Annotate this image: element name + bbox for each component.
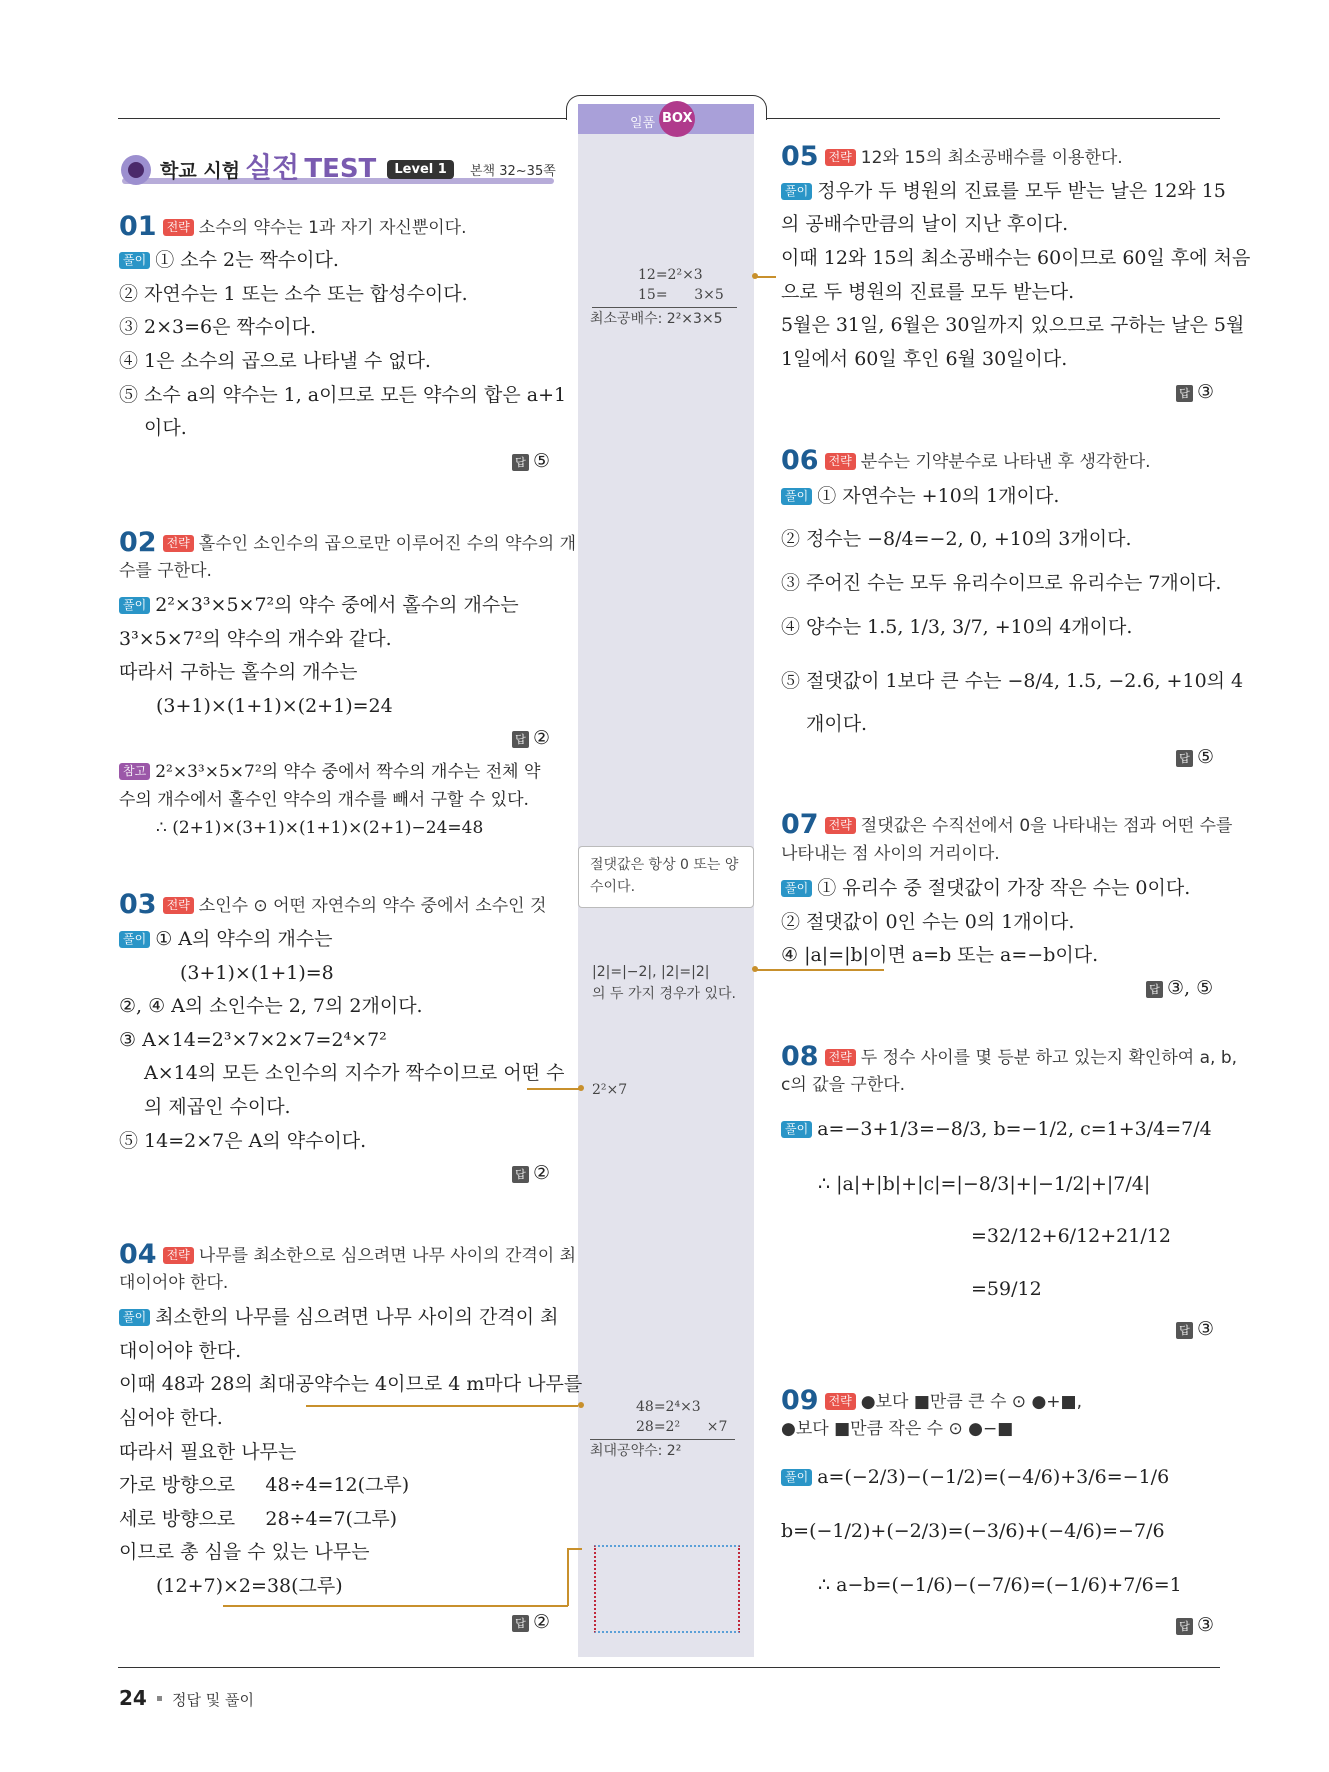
- sidebar-title-2: BOX: [659, 101, 695, 137]
- p01-line-4: ④ 1은 소수의 곱으로 나타낼 수 없다.: [119, 350, 431, 372]
- p03-header: [119, 889, 547, 920]
- p04-line-3: 이때 48과 28의 최대공약수는 4이므로 4 m마다 나무를: [119, 1373, 583, 1395]
- p03-line-6: 의 제곱인 수이다.: [144, 1096, 291, 1118]
- p02-line-4: (3+1)×(1+1)×(2+1)=24: [156, 695, 393, 717]
- answer-icon: 답: [1176, 1618, 1193, 1635]
- sidebar-gcd-rule: [590, 1439, 735, 1440]
- p07-line-3: ④ |a|=|b|이면 a=b 또는 a=−b이다.: [781, 944, 1099, 966]
- p08-number: 08: [781, 1041, 819, 1072]
- top-rule: [118, 118, 566, 119]
- answer-icon: 답: [512, 1615, 529, 1632]
- p06-line-2: ② 정수는 −8/4=−2, 0, +10의 3개이다.: [781, 528, 1132, 550]
- strategy-tag: 전략: [163, 897, 194, 914]
- p06-strategy: 분수는 기약분수로 나타낸 후 생각한다.: [860, 452, 1151, 472]
- p05-answer-value: ③: [1197, 381, 1215, 403]
- p02-note-1: [119, 760, 540, 784]
- p08-answer: [1176, 1318, 1214, 1340]
- p09-number: 09: [781, 1385, 819, 1416]
- sidebar-abs-note-2: 수이다.: [590, 879, 636, 895]
- p07-answer-value: ③, ⑤: [1167, 977, 1214, 999]
- p06-answer: [1176, 746, 1214, 768]
- solution-tag: 풀이: [119, 597, 150, 614]
- p08-text-1: a=−3+1/3=−8/3, b=−1/2, c=1+3/4=7/4: [817, 1118, 1212, 1140]
- sidebar-lcm-rule: [592, 307, 737, 308]
- p08-line-1: [781, 1117, 1212, 1141]
- p02-note-2: 수의 개수에서 홀수인 약수의 개수를 빼서 구할 수 있다.: [119, 790, 529, 810]
- sidebar-square: 2²×7: [592, 1082, 628, 1098]
- p08-strategy-1: 두 정수 사이를 몇 등분 하고 있는지 확인하여 a, b,: [860, 1048, 1238, 1068]
- p08-line-4: =59/12: [971, 1278, 1042, 1300]
- sidebar-lcm-3: 최소공배수: 2²×3×5: [590, 311, 723, 327]
- solution-tag: 풀이: [781, 488, 812, 505]
- p01-line-2: ② 자연수는 1 또는 소수 또는 합성수이다.: [119, 283, 468, 305]
- p02-note-text-1: 2²×3³×5×7²의 약수 중에서 짝수의 개수는 전체 약: [155, 762, 541, 782]
- connector-04b-h2: [567, 1548, 582, 1550]
- answer-icon: 답: [512, 1166, 529, 1183]
- p05-line-4: 으로 두 병원의 진료를 모두 받는다.: [781, 281, 1075, 303]
- sidebar-abs-cases-1: |2|=|−2|, |2|=|2|: [592, 964, 710, 980]
- level-badge: Level 1: [387, 160, 453, 179]
- p01-line-1: [119, 248, 339, 272]
- p06-line-1: [781, 484, 1059, 508]
- strategy-tag: 전략: [825, 149, 856, 166]
- sidebar-title-1: 일품: [630, 116, 656, 131]
- connector-04-dot: [578, 1402, 584, 1408]
- p04-answer-value: ②: [533, 1611, 551, 1633]
- strategy-tag: 전략: [825, 817, 856, 834]
- p04-line-2: 대이어야 한다.: [119, 1340, 242, 1362]
- solution-tag: 풀이: [119, 931, 150, 948]
- p07-line-1: [781, 876, 1190, 900]
- p05-answer: [1176, 381, 1214, 403]
- answer-icon: 답: [1146, 981, 1163, 998]
- solution-tag: 풀이: [119, 252, 150, 269]
- p07-number: 07: [781, 809, 819, 840]
- p09-line-3: ∴ a−b=(−1/6)−(−7/6)=(−1/6)+7/6=1: [818, 1574, 1182, 1596]
- p04-line-5: 따라서 필요한 나무는: [119, 1441, 297, 1463]
- book-reference: 본책 32~35쪽: [470, 164, 556, 179]
- p08-header: [781, 1041, 1238, 1072]
- connector-07-dot: [752, 966, 758, 972]
- p08-strategy-2: c의 값을 구한다.: [781, 1075, 906, 1095]
- p05-text-1: 정우가 두 병원의 진료를 모두 받는 날은 12와 15: [817, 180, 1226, 202]
- top-rule-right: [765, 118, 1220, 119]
- p02-line-2: 3³×5×7²의 약수의 개수와 같다.: [119, 628, 392, 650]
- p03-line-7: ⑤ 14=2×7은 A의 약수이다.: [119, 1130, 367, 1152]
- p02-line-1: [119, 593, 519, 617]
- p03-line-3: ②, ④ A의 소인수는 2, 7의 2개이다.: [119, 995, 423, 1017]
- p02-number: 02: [119, 527, 157, 558]
- p02-answer-value: ②: [533, 727, 551, 749]
- p06-header: [781, 445, 1151, 476]
- p01-header: [119, 211, 467, 242]
- p05-line-6: 1일에서 60일 후인 6월 30일이다.: [781, 348, 1068, 370]
- p09-text-1: a=(−2/3)−(−1/2)=(−4/6)+3/6=−1/6: [817, 1466, 1170, 1488]
- answer-icon: 답: [512, 454, 529, 471]
- answer-icon: 답: [1176, 1322, 1193, 1339]
- strategy-tag: 전략: [163, 1247, 194, 1264]
- footer: [119, 1686, 254, 1710]
- p09-line-1: [781, 1465, 1169, 1489]
- p04-line-8: 이므로 총 심을 수 있는 나무는: [119, 1541, 370, 1563]
- solution-tag: 풀이: [781, 1121, 812, 1138]
- p05-line-1: [781, 179, 1226, 203]
- solution-tag: 풀이: [781, 1469, 812, 1486]
- p02-header: [119, 527, 577, 558]
- p01-number: 01: [119, 211, 157, 242]
- p01-answer-value: ⑤: [533, 450, 551, 472]
- p09-answer: [1176, 1614, 1214, 1636]
- p04-line-9: (12+7)×2=38(그루): [156, 1575, 343, 1597]
- p09-line-2: b=(−1/2)+(−2/3)=(−3/6)+(−4/6)=−7/6: [781, 1520, 1165, 1542]
- p01-line-3: ③ 2×3=6은 짝수이다.: [119, 316, 316, 338]
- p03-answer: [512, 1162, 550, 1184]
- answer-icon: 답: [1176, 750, 1193, 767]
- p06-number: 06: [781, 445, 819, 476]
- p07-strategy-2: 나타내는 점 사이의 거리이다.: [781, 844, 1000, 864]
- tree-diagram: [594, 1545, 740, 1633]
- p04-text-1: 최소한의 나무를 심으려면 나무 사이의 간격이 최: [155, 1306, 559, 1328]
- connector-04b-vert: [567, 1548, 569, 1606]
- footer-dot: [157, 1696, 162, 1701]
- title-prefix: 학교 시험: [160, 160, 241, 182]
- p02-line-3: 따라서 구하는 홀수의 개수는: [119, 661, 358, 683]
- solution-tag: 풀이: [119, 1309, 150, 1326]
- solution-tag: 풀이: [781, 183, 812, 200]
- sidebar-gcd-2: 28=2² ×7: [636, 1419, 728, 1435]
- p04-answer: [512, 1611, 550, 1633]
- p01-line-5: ⑤ 소수 a의 약수는 1, a이므로 모든 약수의 합은 a+1: [119, 384, 567, 406]
- p07-answer: [1146, 977, 1213, 999]
- title-test: TEST: [304, 154, 377, 184]
- p06-text-1: ① 자연수는 +10의 1개이다.: [817, 485, 1060, 507]
- p06-answer-value: ⑤: [1197, 746, 1215, 768]
- p03-strategy: 소인수 ⊙ 어떤 자연수의 약수 중에서 소수인 것: [198, 896, 547, 916]
- p04-strategy-2: 대이어야 한다.: [119, 1273, 229, 1293]
- p06-line-3: ③ 주어진 수는 모두 유리수이므로 유리수는 7개이다.: [781, 572, 1222, 594]
- connector-04b: [223, 1605, 568, 1607]
- note-tag: 참고: [119, 763, 150, 780]
- p05-strategy: 12와 15의 최소공배수를 이용한다.: [860, 148, 1123, 168]
- sidebar-gcd-1: 48=2⁴×3: [636, 1399, 701, 1415]
- title-main: 실전: [245, 151, 300, 184]
- p09-header: [781, 1385, 1082, 1416]
- title-circle-inner: [128, 162, 144, 178]
- sidebar-abs-cases-2: 의 두 가지 경우가 있다.: [592, 986, 736, 1002]
- p03-line-5: A×14의 모든 소인수의 지수가 짝수이므로 어떤 수: [144, 1062, 565, 1084]
- p02-strategy-1: 홀수인 소인수의 곱으로만 이루어진 수의 약수의 개: [198, 534, 577, 554]
- p02-text-1: 2²×3³×5×7²의 약수 중에서 홀수의 개수는: [155, 594, 519, 616]
- connector-03-dot: [578, 1085, 584, 1091]
- p02-note-3: ∴ (2+1)×(3+1)×(1+1)×(2+1)−24=48: [156, 818, 484, 838]
- p07-strategy-1: 절댓값은 수직선에서 0을 나타내는 점과 어떤 수를: [860, 816, 1233, 836]
- strategy-tag: 전략: [163, 219, 194, 236]
- strategy-tag: 전략: [825, 453, 856, 470]
- p01-answer: [512, 450, 550, 472]
- sidebar-gcd-3: 최대공약수: 2²: [590, 1443, 682, 1459]
- p02-strategy-2: 수를 구한다.: [119, 561, 212, 581]
- p06-line-4: ④ 양수는 1.5, 1/3, 3/7, +10의 4개이다.: [781, 616, 1133, 638]
- p04-line-4: 심어야 한다.: [119, 1407, 223, 1429]
- sidebar-lcm-2: 15= 3×5: [638, 287, 724, 303]
- p06-line-5: ⑤ 절댓값이 1보다 큰 수는 −8/4, 1.5, −2.6, +10의 4: [781, 670, 1244, 692]
- p09-strategy-1: ●보다 ■만큼 큰 수 ⊙ ●+■,: [860, 1392, 1082, 1412]
- p02-answer: [512, 727, 550, 749]
- p08-line-2: ∴ |a|+|b|+|c|=|−8/3|+|−1/2|+|7/4|: [818, 1173, 1151, 1195]
- connector-07: [754, 969, 884, 971]
- p04-line-1: [119, 1305, 559, 1329]
- solution-tag: 풀이: [781, 880, 812, 897]
- footer-label: 정답 및 풀이: [172, 1691, 255, 1709]
- p04-header: [119, 1239, 577, 1270]
- p09-strategy-2: ●보다 ■만큼 작은 수 ⊙ ●−■: [781, 1419, 1014, 1439]
- p08-answer-value: ③: [1197, 1318, 1215, 1340]
- p05-line-2: 의 공배수만큼의 날이 지난 후이다.: [781, 213, 1069, 235]
- p07-text-1: ① 유리수 중 절댓값이 가장 작은 수는 0이다.: [817, 877, 1191, 899]
- page-title: [160, 146, 454, 186]
- p06-line-6: 개이다.: [806, 713, 868, 735]
- strategy-tag: 전략: [163, 535, 194, 552]
- sidebar-lcm-1: 12=2²×3: [638, 267, 703, 283]
- p05-header: [781, 141, 1123, 172]
- p03-line-2: (3+1)×(1+1)=8: [180, 962, 334, 984]
- answer-icon: 답: [512, 731, 529, 748]
- p03-line-4: ③ A×14=2³×7×2×7=2⁴×7²: [119, 1029, 387, 1051]
- p04-line-6: 가로 방향으로 48÷4=12(그루): [119, 1474, 410, 1496]
- p07-line-2: ② 절댓값이 0인 수는 0의 1개이다.: [781, 911, 1075, 933]
- footer-rule: [118, 1667, 1220, 1668]
- connector-05-dot: [752, 273, 758, 279]
- p04-number: 04: [119, 1239, 157, 1270]
- strategy-tag: 전략: [825, 1393, 856, 1410]
- p09-answer-value: ③: [1197, 1614, 1215, 1636]
- p01-text-1: ① 소수 2는 짝수이다.: [155, 249, 339, 271]
- sidebar-abs-note-1: 절댓값은 항상 0 또는 양: [590, 857, 739, 873]
- connector-04: [306, 1405, 578, 1407]
- p05-line-3: 이때 12와 15의 최소공배수는 60이므로 60일 후에 처음: [781, 247, 1251, 269]
- p08-line-3: =32/12+6/12+21/12: [971, 1225, 1171, 1247]
- strategy-tag: 전략: [825, 1049, 856, 1066]
- p07-header: [781, 809, 1233, 840]
- p04-line-7: 세로 방향으로 28÷4=7(그루): [119, 1508, 398, 1530]
- sidebar-title: [630, 110, 695, 137]
- p03-text-1: ① A의 약수의 개수는: [155, 928, 333, 950]
- p05-line-5: 5월은 31일, 6월은 30일까지 있으므로 구하는 날은 5월: [781, 314, 1245, 336]
- p03-line-1: [119, 927, 333, 951]
- p05-number: 05: [781, 141, 819, 172]
- p01-strategy: 소수의 약수는 1과 자기 자신뿐이다.: [198, 218, 467, 238]
- connector-03: [527, 1088, 582, 1090]
- answer-icon: 답: [1176, 385, 1193, 402]
- p03-answer-value: ②: [533, 1162, 551, 1184]
- p03-number: 03: [119, 889, 157, 920]
- page-number: 24: [119, 1686, 147, 1710]
- p04-strategy-1: 나무를 최소한으로 심으려면 나무 사이의 간격이 최: [198, 1246, 577, 1266]
- p01-line-6: 이다.: [144, 417, 187, 439]
